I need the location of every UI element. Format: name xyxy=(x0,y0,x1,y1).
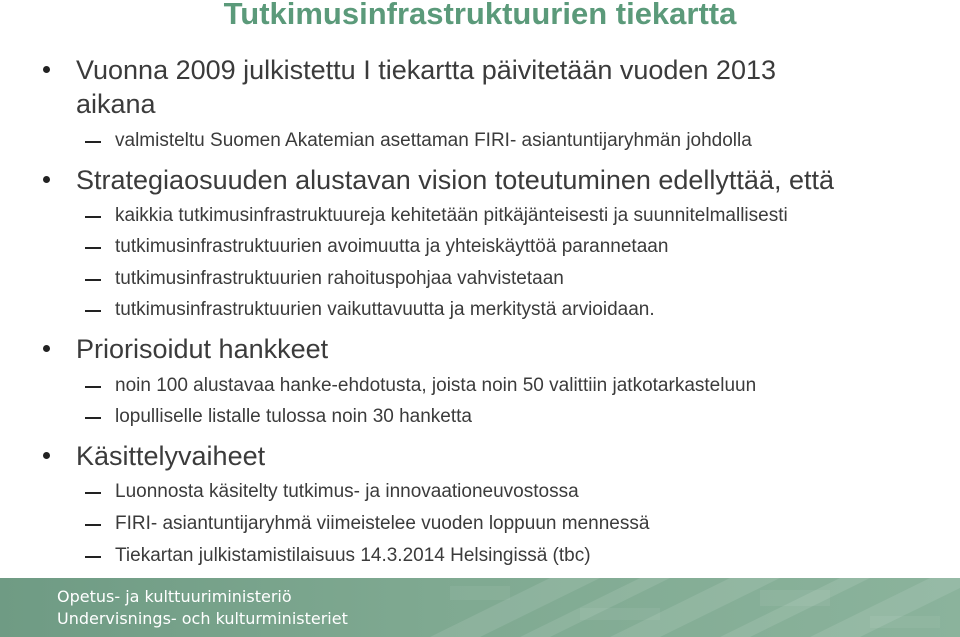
ministry-name-swedish: Undervisnings- och kulturministeriet xyxy=(57,609,348,628)
bullet-heading-text: Vuonna 2009 julkistettu I tiekartta päivitetään vuoden 2013 xyxy=(76,55,776,85)
sub-item xyxy=(115,235,668,259)
footer-decorative-pattern xyxy=(430,578,960,637)
sub-item-text: Tiekartan julkistamistilaisuus 14.3.2014 Helsingissä (tbc) xyxy=(115,545,591,566)
bullet-dot xyxy=(43,66,50,73)
bullet-heading-strategy xyxy=(76,164,834,197)
dash-marker xyxy=(85,141,101,143)
sub-item xyxy=(115,267,564,291)
sub-item-text: valmisteltu Suomen Akatemian asettaman FIRI- asiantuntijaryhmän johdolla xyxy=(115,130,752,151)
sub-item xyxy=(115,512,649,536)
sub-item xyxy=(115,374,756,398)
bullet-heading-processing-stages xyxy=(76,440,265,473)
sub-item xyxy=(115,298,655,322)
sub-item-text: kaikkia tutkimusinfrastruktuureja kehitetään pitkäjänteisesti ja suunnitelmallisesti xyxy=(115,205,788,226)
bullet-heading-text: Käsittelyvaiheet xyxy=(76,441,266,471)
dash-marker xyxy=(85,556,101,558)
bullet-dot xyxy=(43,345,50,352)
sub-item-text: tutkimusinfrastruktuurien vaikuttavuutta ja merkitystä arvioidaan. xyxy=(115,299,655,320)
dash-marker xyxy=(85,417,101,419)
sub-item-text: lopulliselle listalle tulossa noin 30 hanketta xyxy=(115,406,473,427)
sub-item xyxy=(115,129,752,153)
dash-marker xyxy=(85,524,101,526)
bullet-dot xyxy=(43,452,50,459)
ministry-name-finnish: Opetus- ja kulttuuriministeriö xyxy=(57,587,292,606)
sub-item xyxy=(115,405,472,429)
dash-marker xyxy=(85,216,101,218)
dash-marker xyxy=(85,310,101,312)
bullet-heading-text: aikana xyxy=(76,89,156,119)
sub-item-text: noin 100 alustavaa hanke-ehdotusta, joista noin 50 valittiin jatkotarkasteluun xyxy=(115,375,757,396)
dash-marker xyxy=(85,247,101,249)
slide-title: Tutkimusinfrastruktuurien tiekartta xyxy=(223,0,737,31)
sub-item-text: tutkimusinfrastruktuurien rahoituspohjaa vahvistetaan xyxy=(115,268,564,289)
sub-item-text: tutkimusinfrastruktuurien avoimuutta ja yhteiskäyttöä parannetaan xyxy=(115,236,669,257)
sub-item-text: FIRI- asiantuntijaryhmä viimeistelee vuoden loppuun mennessä xyxy=(115,513,650,534)
sub-item xyxy=(115,204,788,228)
bullet-heading-roadmap-update xyxy=(76,54,776,87)
dash-marker xyxy=(85,492,101,494)
bullet-heading-continuation xyxy=(76,88,156,121)
sub-item xyxy=(115,480,579,504)
bullet-heading-text: Strategiaosuuden alustavan vision toteutuminen edellyttää, että xyxy=(76,165,835,195)
dash-marker xyxy=(85,386,101,388)
bullet-heading-priority-projects xyxy=(76,333,328,366)
ministry-footer-banner xyxy=(0,578,960,637)
dash-marker xyxy=(85,279,101,281)
sub-item xyxy=(115,544,591,568)
sub-item-text: Luonnosta käsitelty tutkimus- ja innovaationeuvostossa xyxy=(115,481,579,502)
bullet-dot xyxy=(43,176,50,183)
bullet-heading-text: Priorisoidut hankkeet xyxy=(76,334,329,364)
